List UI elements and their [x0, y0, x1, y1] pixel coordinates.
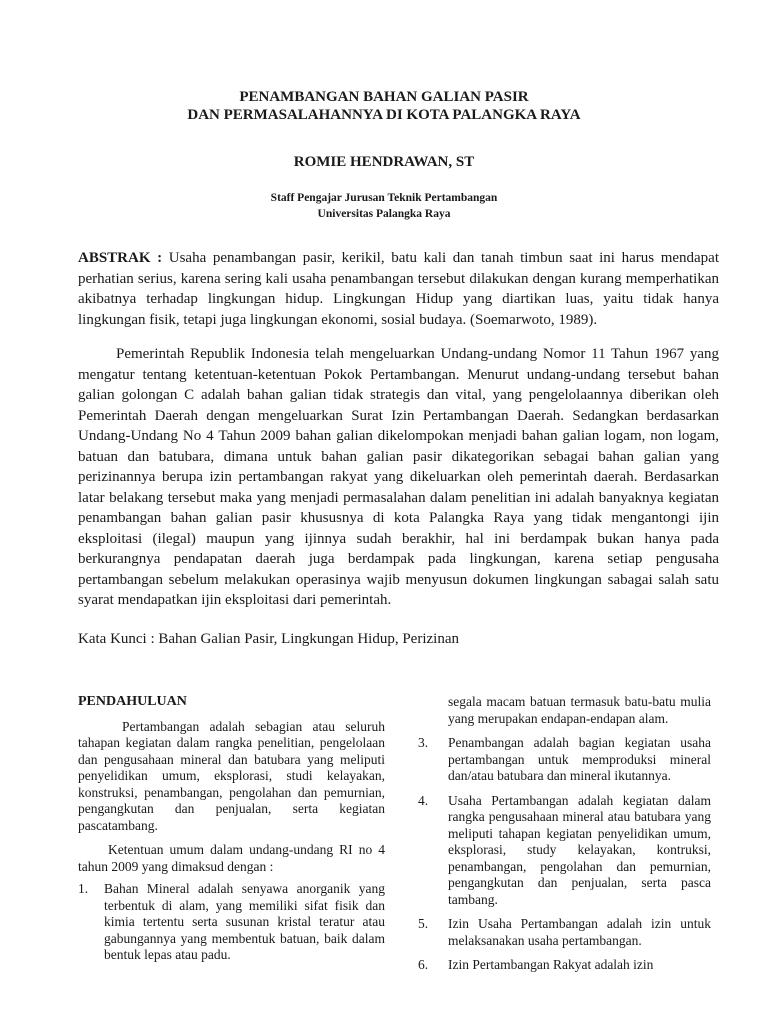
definition-list-right [418, 735, 711, 974]
abstract [78, 248, 719, 330]
list-item-number: 1. [78, 881, 89, 896]
author-affiliation [0, 190, 768, 222]
list-item-text: Bahan Mineral adalah senyawa anorganik yang terbentuk di alam, yang memiliki sifat fisik dan kimia tertentu serta susunan kristal teratur atau gabungannya yang membentuk batuan, baik dalam bentuk lepas atau padu. [104, 881, 385, 962]
paper-title [0, 88, 768, 124]
list-item-text: Penambangan adalah bagian kegiatan usaha pertambangan untuk memproduksi mineral dan/atau batubara dan mineral ikutannya. [448, 735, 711, 783]
intro-paragraph: Pemerintah Republik Indonesia telah mengeluarkan Undang-undang Nomor 11 Tahun 1967 yang mengatur tentang ketentuan-ketentuan Pokok Pertambangan. Menurut undang-undang tersebut bahan galian golongan C adalah bahan galian tidak strategis dan vital, yang pengelolaannya diberikan oleh Pemerintah Daerah dengan mengeluarkan Surat Izin Pertambangan Daerah. Sedangkan berdasarkan Undang-Undang No 4 Tahun 2009 bahan galian dikelompokan menjadi bahan galian logam, non logam, batuan dan batubara, dimana untuk bahan galian pasir dikategorikan sebagai bahan galian yang perizinannya berupa izin pertambangan rakyat yang dikeluarkan oleh pemerintah daerah. Berdasarkan latar belakang tersebut maka yang menjadi permasalahan dalam penelitian ini adalah banyaknya kegiatan penambangan bahan galian pasir khususnya di kota Palangka Raya yang tidak mengantongi ijin eksploitasi (ilegal) maupun yang ijinnya sudah berakhir, hal ini berdampak bukan hanya pada berkurangnya pendapatan daerah juga berdampak pada lingkungan, karena setiap pengusaha pertambangan sebelum melakukan operasinya wajib menyusun dokumen lingkungan sabagai salah satu syarat mendapatkan ijin eksploitasi dari pemerintah. [78, 346, 719, 608]
definition-list-left [78, 881, 385, 964]
left-column [78, 694, 385, 972]
affiliation-line-2: Universitas Palangka Raya [317, 208, 451, 220]
list-item [78, 881, 385, 964]
list-item [418, 916, 711, 949]
right-column [418, 694, 711, 982]
abstract-text: Usaha penambangan pasir, kerikil, batu kali dan tanah timbun saat ini harus mendapat perhatian serius, karena sering kali usaha penambangan tersebut dilakukan dengan kurang memperhatikan akibatnya terhadap lingkungan hidup. Lingkungan Hidup yang diartikan luas, yaitu tidak hanya lingkungan fisik, tetapi juga lingkungan ekonomi, sosial budaya. (Soemarwoto, 1989). [78, 250, 719, 328]
list-item [418, 735, 711, 785]
list-item-number: 3. [418, 735, 429, 750]
abstract-label: ABSTRAK : [78, 250, 163, 266]
list-item-number: 4. [418, 792, 429, 808]
list-item-continuation: segala macam batuan termasuk batu-batu mulia yang merupakan endapan-endapan alam. [448, 694, 711, 726]
list-item [418, 793, 711, 909]
list-item-text: Izin Usaha Pertambangan adalah izin untuk melaksanakan usaha pertambangan. [448, 916, 711, 948]
title-line-1: PENAMBANGAN BAHAN GALIAN PASIR [239, 89, 529, 105]
list-item-text: Izin Pertambangan Rakyat adalah izin [448, 957, 654, 972]
section-heading: PENDAHULUAN [78, 694, 187, 709]
keywords: Kata Kunci : Bahan Galian Pasir, Lingkungan Hidup, Perizinan [78, 631, 459, 647]
list-item-text: Usaha Pertambangan adalah kegiatan dalam rangka pengusahaan mineral atau batubara yang meliputi tahapan kegiatan penyelidikan umum, eksplorasi, study kelayakan, kontruksi, penambangan, pengolahan dan pemurnian, pengangkutan dan penjualan, serta pasca tambang. [448, 792, 711, 907]
list-item-number: 5. [418, 916, 429, 931]
title-line-2: DAN PERMASALAHANNYA DI KOTA PALANGKA RAYA [187, 107, 581, 123]
section-paragraph-2: Ketentuan umum dalam undang-undang RI no 4 tahun 2009 yang dimaksud dengan : [78, 842, 385, 874]
section-paragraph-1: Pertambangan adalah sebagian atau seluruh tahapan kegiatan dalam rangka penelitian, pengelolaan dan pengusahaan mineral dan batubara yang meliputi penyelidikan umum, eksplorasi, studi kelayakan, konstruksi, penambangan, pengolahan dan pemurnian, pengangkutan dan penjualan, serta kegiatan pascatambang. [78, 718, 385, 833]
author-name: ROMIE HENDRAWAN, ST [293, 154, 475, 170]
affiliation-line-1: Staff Pengajar Jurusan Teknik Pertambangan [270, 192, 498, 204]
list-item [418, 957, 711, 974]
list-item-number: 6. [418, 957, 429, 972]
